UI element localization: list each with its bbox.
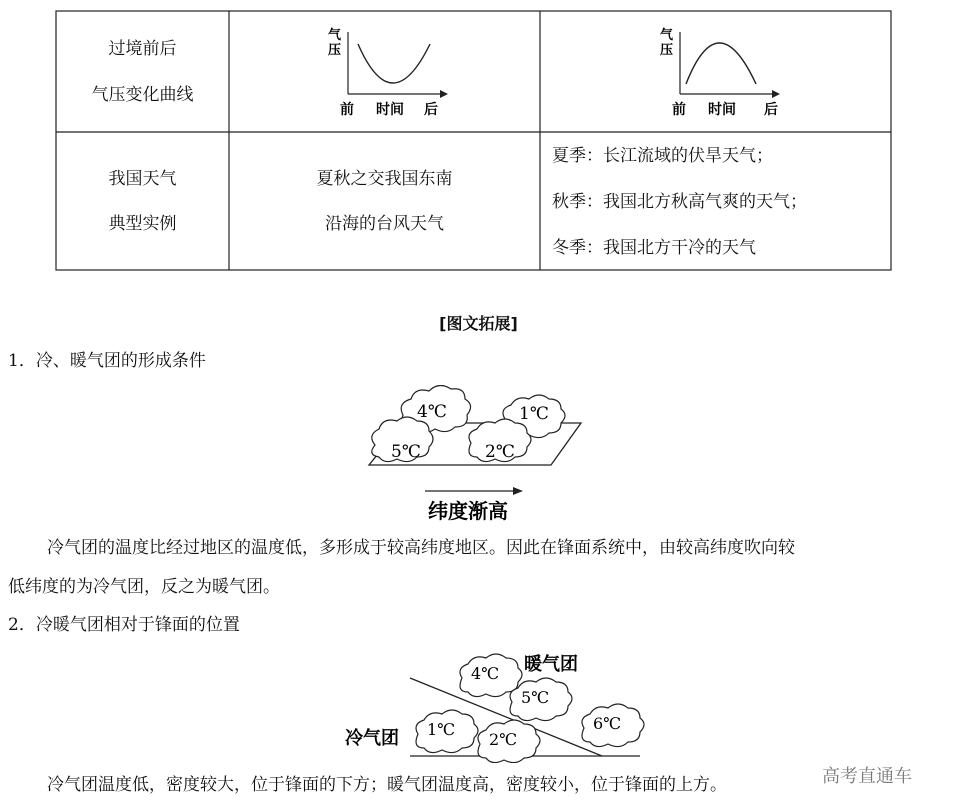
item1-heading: 1．冷、暖气团的形成条件 — [8, 351, 206, 371]
item2-paragraph: 冷气团温度低，密度较大，位于锋面的下方；暖气团温度高，密度较小，位于锋面的上方。 — [47, 775, 727, 795]
cloud-label-2c: 2℃ — [489, 730, 518, 749]
item2-heading: 2．冷暖气团相对于锋面的位置 — [8, 615, 240, 635]
y-label-qi: 气 — [328, 28, 342, 43]
cold-air-mass-label: 冷气团 — [345, 728, 399, 749]
cloud-label-1c: 1℃ — [427, 720, 456, 739]
item1-paragraph-line2: 低纬度的为冷气团，反之为暖气团。 — [8, 577, 280, 597]
typhoon-example-line1: 夏秋之交我国东南 — [316, 169, 453, 189]
warm-air-mass-label: 暖气团 — [524, 654, 578, 675]
arrow-label: 纬度渐高 — [428, 499, 508, 523]
pressure-graph-trough — [320, 22, 450, 122]
pressure-graph-crest — [652, 22, 782, 122]
cloud-label-1c: 1℃ — [519, 404, 549, 424]
cloud-label-4c: 4℃ — [471, 664, 500, 683]
cloud-label-2c: 2℃ — [485, 442, 515, 462]
autumn-example: 秋季：我国北方秋高气爽的天气； — [552, 192, 807, 212]
front-position-diagram — [340, 648, 650, 763]
y-label-ya: 压 — [328, 43, 342, 58]
air-mass-latitude-diagram — [355, 385, 595, 525]
winter-example: 冬季：我国北方干冷的天气 — [552, 238, 756, 258]
row2-label-line1: 我国天气 — [108, 169, 177, 189]
watermark: 高考直通车 — [822, 766, 912, 787]
item1-paragraph-line1: 冷气团的温度比经过地区的温度低，多形成于较高纬度地区。因此在锋面系统中，由较高纬度吹向较 — [47, 538, 795, 558]
cloud-label-6c: 6℃ — [593, 714, 622, 733]
summer-example: 夏季：长江流域的伏旱天气； — [552, 146, 773, 166]
cloud-label-5c: 5℃ — [521, 688, 550, 707]
cloud-label-4c: 4℃ — [417, 402, 447, 422]
section-title: [图文拓展] — [439, 314, 518, 333]
typhoon-example-line2: 沿海的台风天气 — [325, 214, 444, 234]
x-label-after: 后 — [764, 102, 778, 118]
row1-label-line2: 气压变化曲线 — [91, 85, 194, 105]
x-label-after: 后 — [424, 102, 438, 118]
y-label-ya: 压 — [660, 43, 674, 58]
cloud-label-5c: 5℃ — [391, 442, 421, 462]
x-label-before: 前 — [340, 102, 354, 118]
x-label-time: 时间 — [708, 102, 736, 118]
y-label-qi: 气 — [660, 28, 674, 43]
row1-label-line1: 过境前后 — [108, 39, 177, 59]
row2-label-line2: 典型实例 — [108, 214, 177, 234]
x-label-time: 时间 — [376, 102, 404, 118]
x-label-before: 前 — [672, 102, 686, 118]
